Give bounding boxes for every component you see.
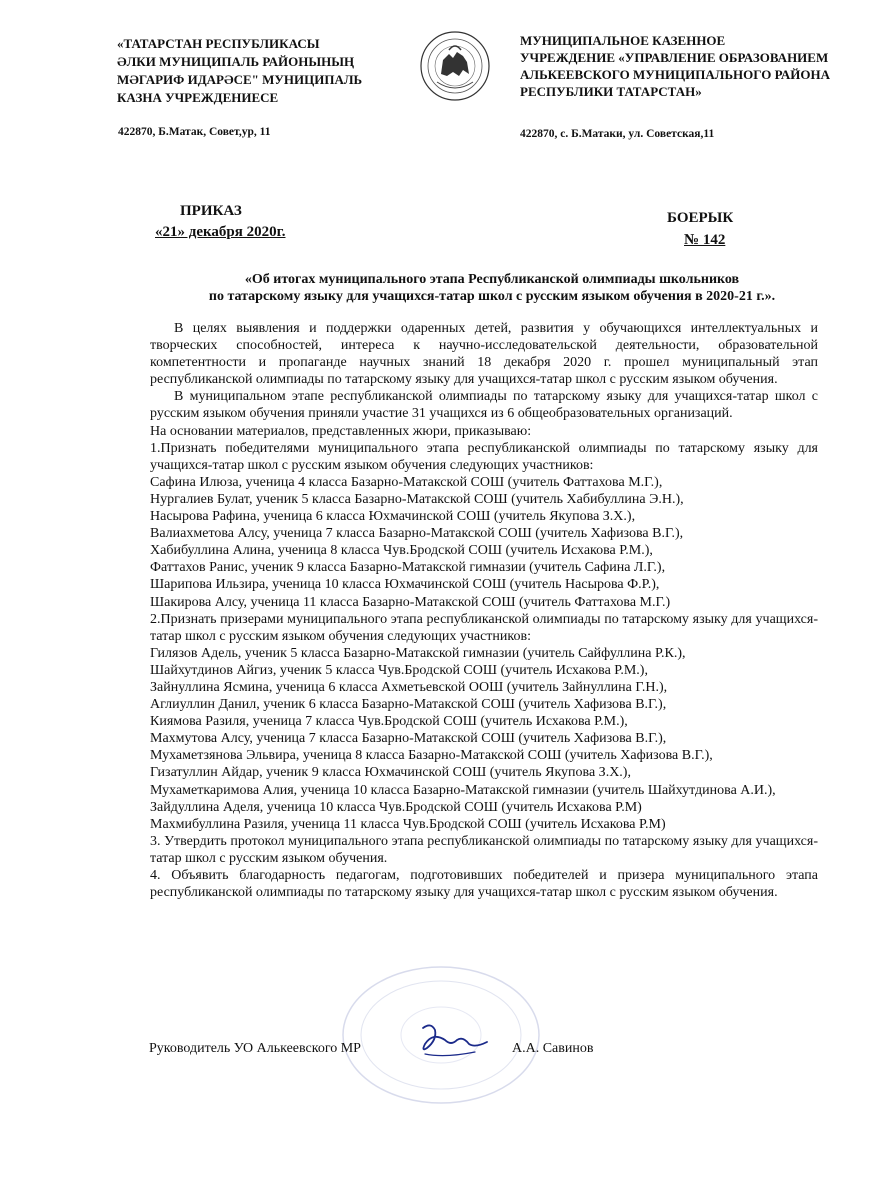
prizewinner-item: Махмибуллина Разиля, ученица 11 класса Чув.Бродской СОШ (учитель Исхакова Р.М) — [150, 816, 666, 832]
prizewinner-item: Мухаметзянова Эльвира, ученица 8 класса Базарно-Матакской СОШ (учитель Хафизова В.Г.), — [150, 748, 713, 764]
title-line: по татарскому языку для учащихся-татар школ с русским языком обучения в 2020-21 г.». — [208, 289, 776, 304]
order-date: «21» декабря 2020г. — [155, 224, 286, 240]
winner-item: Фаттахов Ранис, ученик 9 класса Базарно-Матакской гимназии (учитель Сафина Л.Г.), — [150, 560, 666, 576]
participation-paragraph: В муниципальном этапе республиканской олимпиады по татарскому языку для учащихся-татар школ с русским языком обучения приняли участие 31 учащихся из 6 общеобразовательных организаций. — [150, 389, 818, 422]
document-body — [150, 320, 818, 901]
order-label-ru: ПРИКАЗ — [180, 203, 242, 219]
winner-item: Шарипова Ильзира, ученица 10 класса Юхмачинской СОШ (учитель Насырова Ф.Р.), — [150, 577, 660, 593]
header-right-line: МУНИЦИПАЛЬНОЕ КАЗЕННОЕ — [520, 33, 726, 48]
header-left-line: ӘЛКИ МУНИЦИПАЛЬ РАЙОНЫНЫҢ — [117, 54, 355, 69]
winner-item: Сафина Илюза, ученица 4 класса Базарно-Матакской СОШ (учитель Фаттахова М.Г.), — [150, 474, 663, 490]
header-left-line: КАЗНА УЧРЕЖДЕНИЕСЕ — [117, 90, 279, 105]
prizewinner-item: Гизатуллин Айдар, ученик 9 класса Юхмачинской СОШ (учитель Якупова З.Х.), — [150, 765, 631, 781]
prizewinner-item: Зайдуллина Аделя, ученица 10 класса Чув.Бродской СОШ (учитель Исхакова Р.М) — [150, 799, 642, 815]
order-label-tt: БОЕРЫК — [667, 210, 734, 226]
signature-name: А.А. Савинов — [512, 1041, 594, 1056]
prizewinner-item: Аглиуллин Данил, ученик 6 класса Базарно-Матакской СОШ (учитель Хафизова В.Г.), — [150, 697, 667, 713]
item-4-paragraph: 4. Объявить благодарность педагогам, подготовивших победителей и призера муниципального этапа республиканской олимпиады по татарскому языку для учащихся-татар школ с русским языком обучения. — [150, 868, 818, 901]
prizewinner-item: Киямова Разиля, ученица 7 класса Чув.Бродской СОШ (учитель Исхакова Р.М.), — [150, 714, 628, 730]
header-left-block — [117, 35, 417, 107]
prizewinner-item: Мухаметкаримова Алия, ученица 10 класса Базарно-Матакской гимназии (учитель Шайхутдинова А.И.), — [150, 782, 776, 798]
item-3-paragraph: 3. Утвердить протокол муниципального этапа республиканской олимпиады по татарскому языку для учащихся-татар школ с русским языком обучения. — [150, 833, 818, 866]
prizewinner-item: Шайхутдинов Айгиз, ученик 5 класса Чув.Бродской СОШ (учитель Исхакова Р.М.), — [150, 662, 648, 678]
header-left-line: «ТАТАРСТАН РЕСПУБЛИКАСЫ — [117, 36, 320, 51]
signature-title: Руководитель УО Алькеевского МР — [149, 1041, 361, 1056]
item-2-paragraph: 2.Признать призерами муниципального этапа республиканской олимпиады по татарскому языку для учащихся-татар школ с русским языком обучения следующих участников: — [150, 611, 818, 644]
header-left-line: МӘГАРИФ ИДАРӘСЕ" МУНИЦИПАЛЬ — [117, 72, 363, 87]
prizewinner-item: Зайнуллина Ясмина, ученица 6 класса Ахметьевской ООШ (учитель Зайнуллина Г.Н.), — [150, 679, 668, 695]
document-title — [150, 271, 834, 305]
winner-item: Насырова Рафина, ученица 6 класса Юхмачинской СОШ (учитель Якупова З.Х.), — [150, 509, 636, 525]
handwritten-signature-icon — [405, 1018, 495, 1066]
header-left-address: 422870, Б.Матак, Совет,ур, 11 — [118, 126, 271, 138]
prizewinner-item: Махмутова Алсу, ученица 7 класса Базарно-Матакской СОШ (учитель Хафизова В.Г.), — [150, 731, 667, 747]
winner-item: Нургалиев Булат, ученик 5 класса Базарно-Матакской СОШ (учитель Хабибуллина Э.Н.), — [150, 491, 684, 507]
header-right-address: 422870, с. Б.Матаки, ул. Советская,11 — [520, 128, 715, 140]
prizewinner-item: Гилязов Адель, ученик 5 класса Базарно-Матакской гимназии (учитель Сайфуллина Р.К.), — [150, 645, 686, 661]
tatarstan-coat-of-arms-icon — [419, 30, 491, 102]
winner-item: Валиахметова Алсу, ученица 7 класса Базарно-Матакской СОШ (учитель Хафизова В.Г.), — [150, 526, 684, 542]
basis-paragraph: На основании материалов, представленных жюри, приказываю: — [150, 423, 532, 439]
header-right-line: УЧРЕЖДЕНИЕ «УПРАВЛЕНИЕ ОБРАЗОВАНИЕМ — [520, 50, 829, 65]
order-number: № 142 — [684, 232, 726, 248]
intro-paragraph: В целях выявления и поддержки одаренных детей, развития у обучающихся интеллектуальных и творческих способностей, интереса к научно-исследовательской деятельности, образовательной компетентности и пропаганде научных знаний 18 декабря 2020 г. прошел муниципальный этап республиканской олимпиады по татарскому языку для учащихся-татар школ с русским языком обучения. — [150, 321, 818, 388]
header-right-line: РЕСПУБЛИКИ ТАТАРСТАН» — [520, 84, 702, 99]
header-right-block — [520, 32, 850, 100]
winner-item: Шакирова Алсу, ученица 11 класса Базарно-Матакской СОШ (учитель Фаттахова М.Г.) — [150, 594, 671, 610]
item-1-paragraph: 1.Признать победителями муниципального этапа республиканской олимпиады по татарскому языку для учащихся-татар школ с русским языком обучения следующих участников: — [150, 440, 818, 473]
winner-item: Хабибуллина Алина, ученица 8 класса Чув.Бродской СОШ (учитель Исхакова Р.М.), — [150, 543, 653, 559]
header-right-line: АЛЬКЕЕВСКОГО МУНИЦИПАЛЬНОГО РАЙОНА — [520, 67, 830, 82]
title-line: «Об итогах муниципального этапа Республиканской олимпиады школьников — [244, 272, 740, 287]
